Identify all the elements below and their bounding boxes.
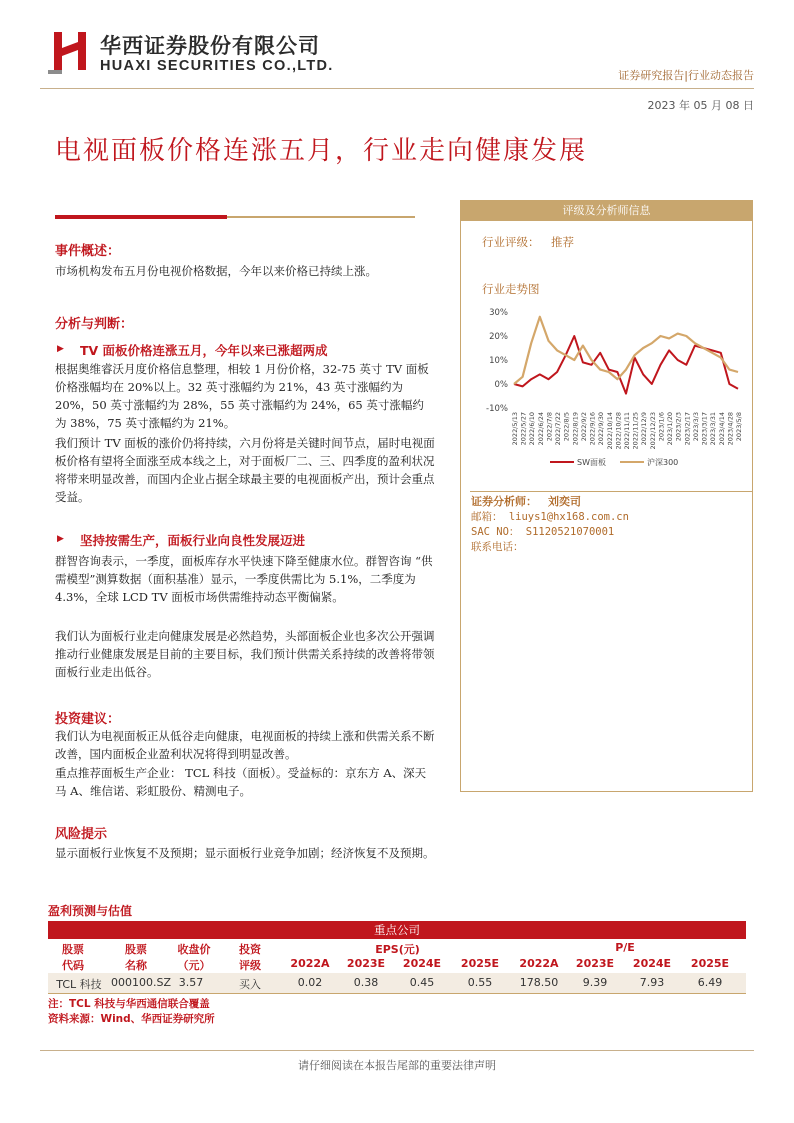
- th-code-2: 代码: [62, 959, 84, 972]
- x-tick-label: 2023/4/28: [726, 412, 735, 446]
- legend-label-hs300: 沪深300: [647, 458, 679, 467]
- y-tick-label: 0%: [494, 380, 508, 390]
- th-year: 2024E: [402, 957, 442, 970]
- cell-value: 0.38: [353, 976, 379, 989]
- sub1-p1: 根据奥维睿沃月度价格信息整理，相较 1 月份价格，32-75 英寸 TV 面板价格涨幅均在 20%以上。32 英寸涨幅约为 21%，43 英寸涨幅约为 20%，50 英寸涨幅约为 28%，55 英寸涨幅约为 24%，65 英寸涨幅约为 38%，75 英寸涨幅约为 21%。: [55, 362, 429, 430]
- x-tick-label: 2022/8/19: [571, 412, 580, 446]
- footer-divider: [40, 1050, 754, 1051]
- risk-text: 显示面板行业恢复不及预期；显示面板行业竞争加剧；经济恢复不及预期。: [55, 846, 435, 860]
- header-divider: [40, 88, 754, 89]
- company-name-en: HUAXI SECURITIES CO.,LTD.: [100, 58, 334, 74]
- chart-title: 行业走势图: [482, 282, 540, 296]
- sub1-heading: TV 面板价格连涨五月，今年以来已涨超两成: [80, 343, 328, 358]
- table-note: 注：TCL 科技与华西通信联合覆盖: [48, 998, 210, 1010]
- th-name-2: 名称: [125, 959, 147, 972]
- rating-label: 行业评级：: [482, 235, 540, 249]
- th-name-1: 股票: [125, 943, 147, 956]
- sub2-p2: 我们认为面板行业走向健康发展是必然趋势，头部面板企业也多次公开强调推动行业健康发展是目前的主要目标，我们预计供需关系持续的改善将带领面板行业走出低谷。: [55, 629, 435, 679]
- table-source: 资料来源：Wind、华西证券研究所: [48, 1013, 215, 1025]
- x-tick-label: 2022/5/13: [511, 412, 519, 446]
- x-tick-label: 2023/4/14: [717, 412, 726, 446]
- sub2-heading: 坚持按需生产，面板行业向良性发展迈进: [80, 533, 306, 548]
- th-year: 2025E: [460, 957, 500, 970]
- y-tick-label: 20%: [489, 332, 508, 342]
- footer-disclaimer: 请仔细阅读在本报告尾部的重要法律声明: [298, 1059, 496, 1072]
- x-tick-label: 2022/9/30: [597, 412, 606, 446]
- analyst-phone: 联系电话：: [471, 541, 524, 553]
- analyst-sac: SAC NO： S1120521070001: [471, 526, 615, 538]
- bullet-arrow-icon: ▶: [57, 344, 64, 354]
- page-title: 电视面板价格连涨五月，行业走向健康发展: [55, 136, 588, 166]
- x-tick-label: 2023/2/17: [683, 412, 692, 446]
- legend-label-sw: SW面板: [577, 458, 606, 467]
- panel-divider: [470, 491, 753, 492]
- trend-chart: [470, 300, 750, 480]
- x-tick-label: 2022/5/27: [519, 412, 528, 446]
- th-price-1: 收盘价: [177, 943, 211, 956]
- title-underline-red: [55, 215, 227, 219]
- x-tick-label: 2023/1/6: [657, 412, 666, 442]
- cell-value: 7.93: [639, 976, 665, 989]
- cell-value: 0.55: [467, 976, 493, 989]
- cell-code: TCL 科技: [56, 978, 102, 991]
- x-tick-label: 2023/3/3: [691, 412, 700, 442]
- advice-p2: 重点推荐面板生产企业： TCL 科技（面板）。受益标的：京东方 A、深天马 A、维信诺、彩虹股份、精测电子。: [55, 766, 427, 798]
- table-title: 盈利预测与估值: [48, 904, 133, 918]
- cell-value: 178.50: [519, 976, 559, 989]
- x-tick-label: 2022/12/23: [648, 412, 657, 450]
- x-tick-label: 2022/12/9: [640, 412, 649, 446]
- x-tick-label: 2022/7/8: [545, 412, 554, 442]
- analyst-label: 证券分析师：: [471, 495, 537, 508]
- th-year: 2023E: [575, 957, 615, 970]
- panel-header: 评级及分析师信息: [461, 201, 752, 221]
- bullet-arrow-icon: ▶: [57, 534, 64, 544]
- cell-name: 000100.SZ: [110, 976, 171, 989]
- th-eps: EPS(元): [375, 943, 420, 956]
- cell-value: 0.02: [297, 976, 323, 989]
- x-tick-label: 2022/11/25: [631, 412, 640, 450]
- x-tick-label: 2022/9/2: [579, 412, 588, 442]
- sub1-p2: 我们预计 TV 面板的涨价仍将持续，六月份将是关键时间节点，届时电视面板价格有望将全面涨至成本线之上，对于面板厂二、三、四季度的盈利状况将带来明显改善，而国内企业占据全球最主要的电视面板产出，预计会重点受益。: [55, 436, 435, 504]
- rating-value: 推荐: [551, 235, 574, 249]
- x-tick-label: 2022/9/16: [588, 412, 597, 446]
- x-tick-label: 2022/8/5: [562, 412, 571, 442]
- advice-p1: 我们认为电视面板正从低谷走向健康，电视面板的持续上涨和供需关系不断改善，国内面板企业盈利状况将得到明显改善。: [55, 729, 435, 761]
- x-tick-label: 2022/11/11: [623, 412, 631, 450]
- series-line-sw: [514, 336, 738, 394]
- analyst-email: 邮箱： liuys1@hx168.com.cn: [471, 511, 629, 523]
- x-tick-label: 2022/6/24: [536, 412, 545, 446]
- cell-price: 3.57: [178, 976, 204, 989]
- cell-rating: 买入: [239, 978, 261, 991]
- event-heading: 事件概述：: [55, 244, 121, 259]
- cell-value: 0.45: [409, 976, 435, 989]
- x-tick-label: 2023/1/20: [666, 412, 675, 446]
- x-tick-label: 2022/6/10: [528, 412, 537, 446]
- th-year: 2024E: [632, 957, 672, 970]
- analysis-heading: 分析与判断：: [55, 317, 134, 332]
- x-tick-label: 2023/3/17: [700, 412, 709, 446]
- x-tick-label: 2023/5/8: [735, 412, 743, 442]
- x-tick-label: 2023/3/31: [709, 412, 718, 446]
- analyst-name: 刘奕司: [548, 495, 581, 508]
- risk-heading: 风险提示: [55, 827, 108, 842]
- y-tick-label: -10%: [486, 404, 508, 414]
- table-band: 重点公司: [48, 921, 746, 939]
- th-year: 2025E: [690, 957, 730, 970]
- th-pe: P/E: [615, 941, 635, 954]
- th-price-2: （元）: [177, 959, 211, 972]
- company-logo: [48, 28, 92, 74]
- th-code-1: 股票: [62, 943, 84, 956]
- report-date: 2023 年 05 月 08 日: [647, 99, 754, 112]
- cell-value: 9.39: [582, 976, 608, 989]
- event-text: 市场机构发布五月份电视价格数据，今年以来价格已持续上涨。: [55, 264, 377, 278]
- x-tick-label: 2022/10/14: [605, 412, 614, 450]
- x-tick-label: 2022/7/22: [554, 412, 563, 446]
- series-line-hs300: [514, 317, 738, 384]
- table-bottom-line: [48, 993, 746, 994]
- title-underline-gold: [227, 216, 415, 218]
- x-tick-label: 2022/10/28: [614, 412, 623, 450]
- y-tick-label: 10%: [489, 356, 508, 366]
- th-rating-2: 评级: [239, 959, 261, 972]
- th-year: 2023E: [346, 957, 386, 970]
- th-rating-1: 投资: [239, 943, 261, 956]
- x-tick-label: 2023/2/3: [674, 412, 683, 442]
- th-year: 2022A: [290, 957, 330, 970]
- sub2-p1: 群智咨询表示，一季度，面板库存水平快速下降至健康水位。群智咨询 “供需模型”测算数据（面积基准）显示，一季度供需比为 5.1%，二季度为 4.3%，全球 LCD TV 面板市场供需维持动态平衡偏紧。: [55, 554, 433, 604]
- th-year: 2022A: [519, 957, 559, 970]
- advice-heading: 投资建议：: [55, 712, 121, 727]
- company-name-cn: 华西证券股份有限公司: [100, 34, 320, 58]
- cell-value: 6.49: [697, 976, 723, 989]
- report-type: 证券研究报告|行业动态报告: [618, 69, 754, 82]
- y-tick-label: 30%: [489, 308, 508, 318]
